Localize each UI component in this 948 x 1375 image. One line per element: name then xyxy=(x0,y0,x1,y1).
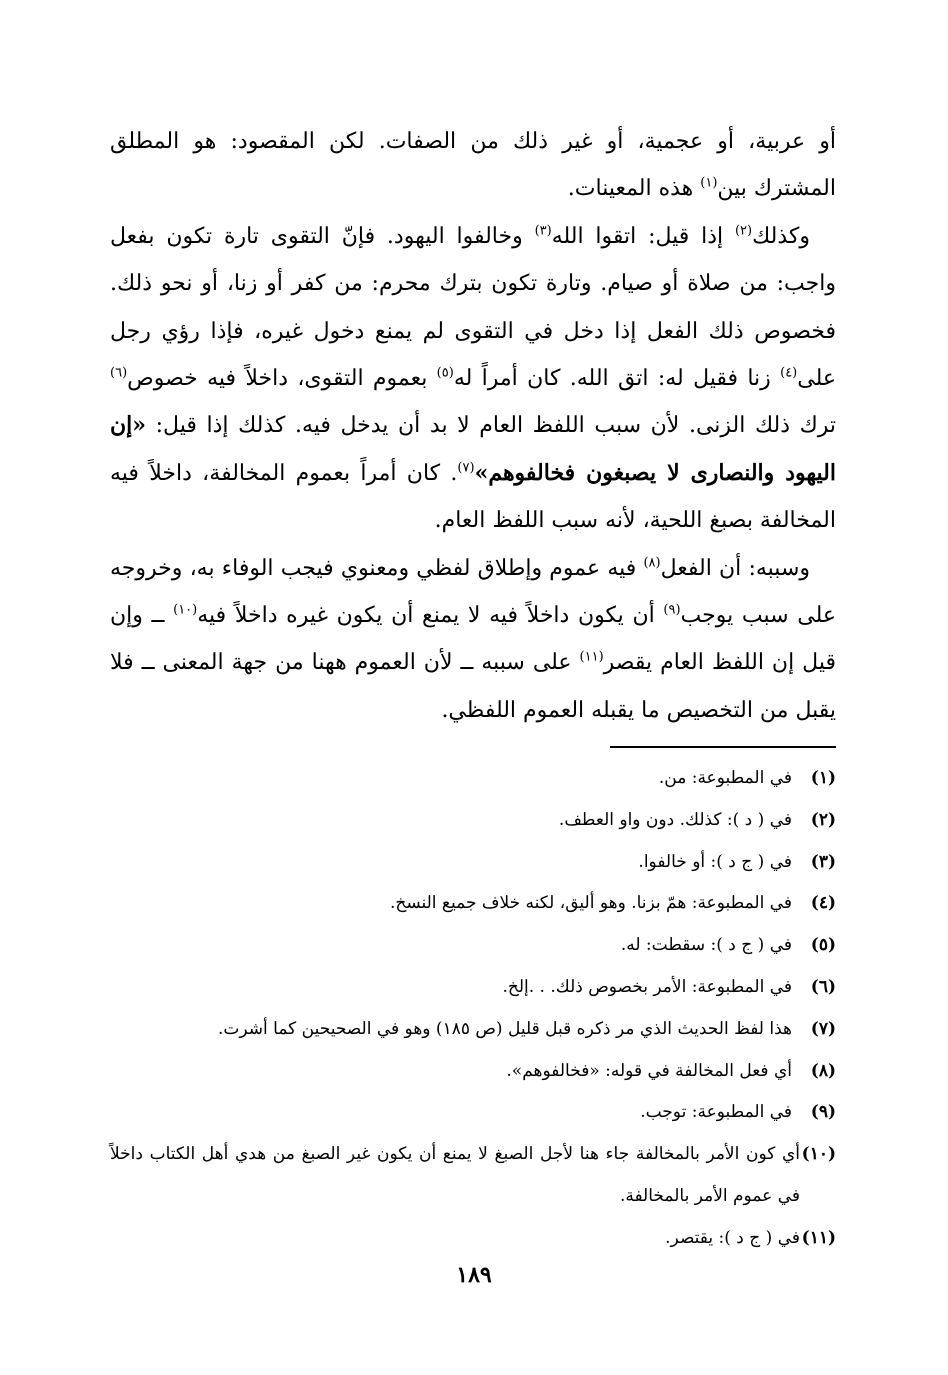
text-segment: أو عربية، أو عجمية، أو غير ذلك من الصفات. لكن المقصود: هو المطلق المشترك بين xyxy=(110,129,836,202)
paragraph-2 xyxy=(110,213,836,545)
footnote-ref-9: (٩) xyxy=(663,602,681,618)
text-segment: هذه المعينات. xyxy=(567,176,701,202)
footnote-text: في المطبوعة: توجب. xyxy=(640,1102,792,1123)
footnote-text: في ( ج د ): سقطت: له. xyxy=(620,935,792,956)
text-segment: بعموم التقوى، داخلاً فيه خصوص xyxy=(127,366,437,392)
footnote-number: (٢) xyxy=(810,809,836,830)
hadith-quote: «إن اليهود والنصارى لا يصبغون فخالفوهم» xyxy=(110,412,836,486)
paragraph-1 xyxy=(110,118,836,213)
footnote-number: (٨) xyxy=(810,1060,836,1081)
text-segment: وكذلك xyxy=(752,223,810,249)
text-segment: فيه عموم وإطلاق لفظي ومعنوي فيجب الوفاء به، وخروجه على سبب يوجب xyxy=(110,555,836,629)
text-segment: . كان أمراً بعموم المخالفة، داخلاً فيه المخالفة بصبغ اللحية، لأنه سبب اللفظ العام. xyxy=(110,460,836,534)
footnote-text: في المطبوعة: همّ بزنا. وهو أليق، لكنه خلاف جميع النسخ. xyxy=(389,893,792,914)
footnote-number: (٤) xyxy=(810,893,836,914)
footnote-number: (٣) xyxy=(810,851,836,872)
footnote-ref-2: (٢) xyxy=(734,223,753,239)
footnote-text: هذا لفظ الحديث الذي مر ذكره قبل قليل (ص ١٨٥) وهو في الصحيحين كما أشرت. xyxy=(218,1018,792,1039)
footnote-text: أي كون الأمر بالمخالفة جاء هنا لأجل الصبغ لا يمنع أن يكون غير الصبغ من هدي أهل الكتاب داخلاً في عموم الأمر بالمخالفة. xyxy=(110,1144,800,1206)
footnote-8 xyxy=(110,1051,836,1093)
footnote-ref-4: (٤) xyxy=(780,365,798,381)
text-segment: أن يكون داخلاً فيه لا يمنع أن يكون غيره داخلاً فيه xyxy=(197,603,664,629)
footnotes-list xyxy=(110,758,836,1260)
footnote-number: (٧) xyxy=(810,1018,836,1039)
footnote-text: أي فعل المخالفة في قوله: «فخالفوهم». xyxy=(506,1060,792,1081)
text-segment: زنا فقيل له: اتق الله. كان أمراً له xyxy=(453,366,781,392)
paragraph-3 xyxy=(110,545,836,735)
text-segment: وخالفوا اليهود. فإنّ التقوى تارة تكون بفعل واجب: من صلاة أو صيام. وتارة تكون بترك محرم: من كفر أو زنا، أو نحو ذلك. فخصوص ذلك الفعل إذا دخل في التقوى لم يمنع دخول غيره، فإذا رؤي رجل على xyxy=(110,223,836,392)
page-number: ١٨٩ xyxy=(456,1262,492,1288)
text-segment: إذا قيل: اتقوا الله xyxy=(551,223,735,249)
footnote-2 xyxy=(110,800,836,842)
footnote-ref-10: (١٠) xyxy=(173,602,198,618)
footnote-separator xyxy=(610,746,836,748)
footnote-4 xyxy=(110,883,836,925)
footnote-11 xyxy=(110,1218,836,1260)
footnote-ref-7: (٧) xyxy=(457,460,475,476)
footnote-number: (١) xyxy=(810,768,836,788)
footnote-7 xyxy=(110,1009,836,1051)
text-segment: على سببه ــ لأن العموم ههنا من جهة المعنى ــ فلا يقبل من التخصيص ما يقبله العموم اللفظي. xyxy=(110,650,836,723)
text-segment: ــ وإن قيل إن اللفظ العام يقصر xyxy=(110,603,836,676)
main-text xyxy=(110,118,836,734)
footnote-number: (٥) xyxy=(810,935,836,956)
footnote-ref-1: (١) xyxy=(700,176,718,192)
footnote-number: (٩) xyxy=(810,1102,836,1123)
footnote-text: في ( د ): كذلك. دون واو العطف. xyxy=(558,809,792,830)
text-segment: ترك ذلك الزنى. لأن سبب اللفظ العام لا بد أن يدخل فيه. كذلك إذا قيل: xyxy=(146,413,836,439)
footnote-text: في ( ج د ): يقتصر. xyxy=(665,1227,800,1248)
footnote-ref-8: (٨) xyxy=(643,555,661,571)
footnote-ref-3: (٣) xyxy=(534,223,552,239)
footnote-10 xyxy=(110,1134,836,1218)
footnote-ref-6: (٦) xyxy=(110,365,128,381)
footnote-1 xyxy=(110,758,836,800)
text-segment: وسببه: أن الفعل xyxy=(660,555,811,581)
footnote-5 xyxy=(110,925,836,967)
footnote-ref-11: (١١) xyxy=(579,650,604,666)
footnote-9 xyxy=(110,1092,836,1134)
footnote-text: في المطبوعة: الأمر بخصوص ذلك. . .إلخ. xyxy=(502,976,792,997)
footnote-number: (١١) xyxy=(801,1227,836,1248)
footnote-number: (٦) xyxy=(810,976,836,997)
footnote-text: في المطبوعة: من. xyxy=(658,768,792,788)
footnote-6 xyxy=(110,967,836,1009)
footnote-text: في ( ج د ): أو خالفوا. xyxy=(638,851,792,872)
footnote-3 xyxy=(110,842,836,884)
footnote-number: (١٠) xyxy=(801,1144,836,1165)
footnote-ref-5: (٥) xyxy=(436,365,454,381)
